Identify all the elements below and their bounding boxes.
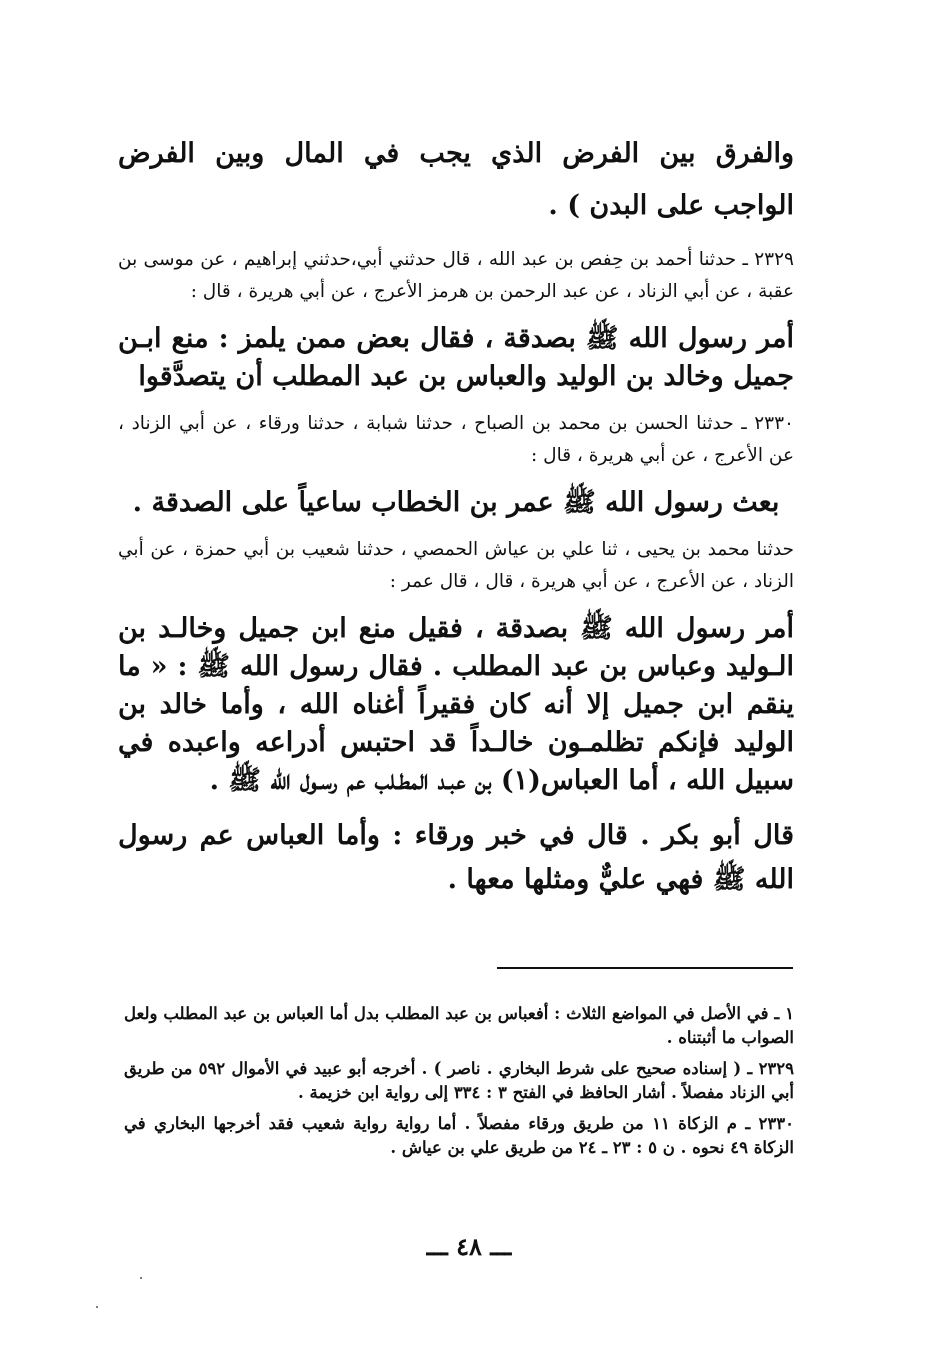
scan-speck xyxy=(140,1277,142,1279)
page-number: ـــ ٤٨ ـــ xyxy=(426,1232,512,1261)
matn-third: أمر رسول الله ﷺ بصدقة ، فقيل منع ابن جميل وخالـد بن الـوليد وعباس بن عبد المطلب . فقال رسول الله ﷺ : « ما ينقم ابن جميل إلا أنه كان فقيراً أغناه الله ، وأما خالد بن الوليد فإنكم تظلمـون خالـداً قد احتبس أدراعه واعبده في سبيل الله ، أما العباس(١) بن عبـد المطـلب عم رسـول الله ﷺ . xyxy=(118,613,794,796)
matn-2329: أمر رسول الله ﷺ بصدقة ، فقال بعض ممن يلمز : منع ابـن جميل وخالد بن الوليد والعباس بن عبد المطلب أن يتصدَّقوا xyxy=(118,323,794,392)
main-text xyxy=(118,128,794,902)
isnad-2329: ٢٣٢٩ ـ حدثنا أحمد بن حِفص بن عبد الله ، قال حدثني أبي،حدثني إبراهيم ، عن موسى بن عقبة ، عن أبي الزناد ، عن عبد الرحمن بن هرمز الأعرج ، عن أبي هريرة ، قال : xyxy=(118,249,794,302)
scan-speck xyxy=(96,1306,98,1308)
matn-2330: بعث رسول الله ﷺ عمر بن الخطاب ساعياً على الصدقة . xyxy=(132,487,780,518)
chapter-heading-text: والفرق بين الفرض الذي يجب في المال وبين الفرض الواجب على البدن ) . xyxy=(118,138,794,221)
footnote-2330: ٢٣٣٠ ـ م الزكاة ١١ من طريق ورقاء مفصلاً . أما رواية رواية شعيب فقد أخرجها البخاري في الزكاة ٤٩ نحوه . ن ٥ : ٢٣ ـ ٢٤ من طريق علي بن عياش . xyxy=(124,1114,794,1157)
footnote-1: ١ ـ في الأصل في المواضع الثلاث : أفعباس بن عبد المطلب بدل أما العباس بن عبد المطلب ولعل الصواب ما أثبتناه . xyxy=(124,1004,794,1047)
footnote-separator xyxy=(497,967,793,969)
isnad-2330: ٢٣٣٠ ـ حدثنا الحسن بن محمد بن الصباح ، حدثنا شبابة ، حدثنا ورقاء ، عن أبي الزناد ، عن الأعرج ، عن أبي هريرة ، قال : xyxy=(118,413,794,466)
footnote-2329: ٢٣٢٩ ـ ( إسناده صحيح على شرط البخاري . ناصر ) . أخرجه أبو عبيد في الأموال ٥٩٢ من طريق أبي الزناد مفصلاً . أشار الحافظ في الفتح ٣ : ٣٣٤ إلى رواية ابن خزيمة . xyxy=(124,1059,795,1102)
qala-abu-bakr: قال أبو بكر . قال في خبر ورقاء : وأما العباس عم رسول الله ﷺ فهي عليٌّ ومثلها معها . xyxy=(118,820,794,895)
footnotes xyxy=(124,1002,794,1167)
isnad-third: حدثنا محمد بن يحيى ، ثنا علي بن عياش الحمصي ، حدثنا شعيب بن أبي حمزة ، عن أبي الزناد ، عن الأعرج ، عن أبي هريرة ، قال ، قال عمر : xyxy=(118,539,794,592)
